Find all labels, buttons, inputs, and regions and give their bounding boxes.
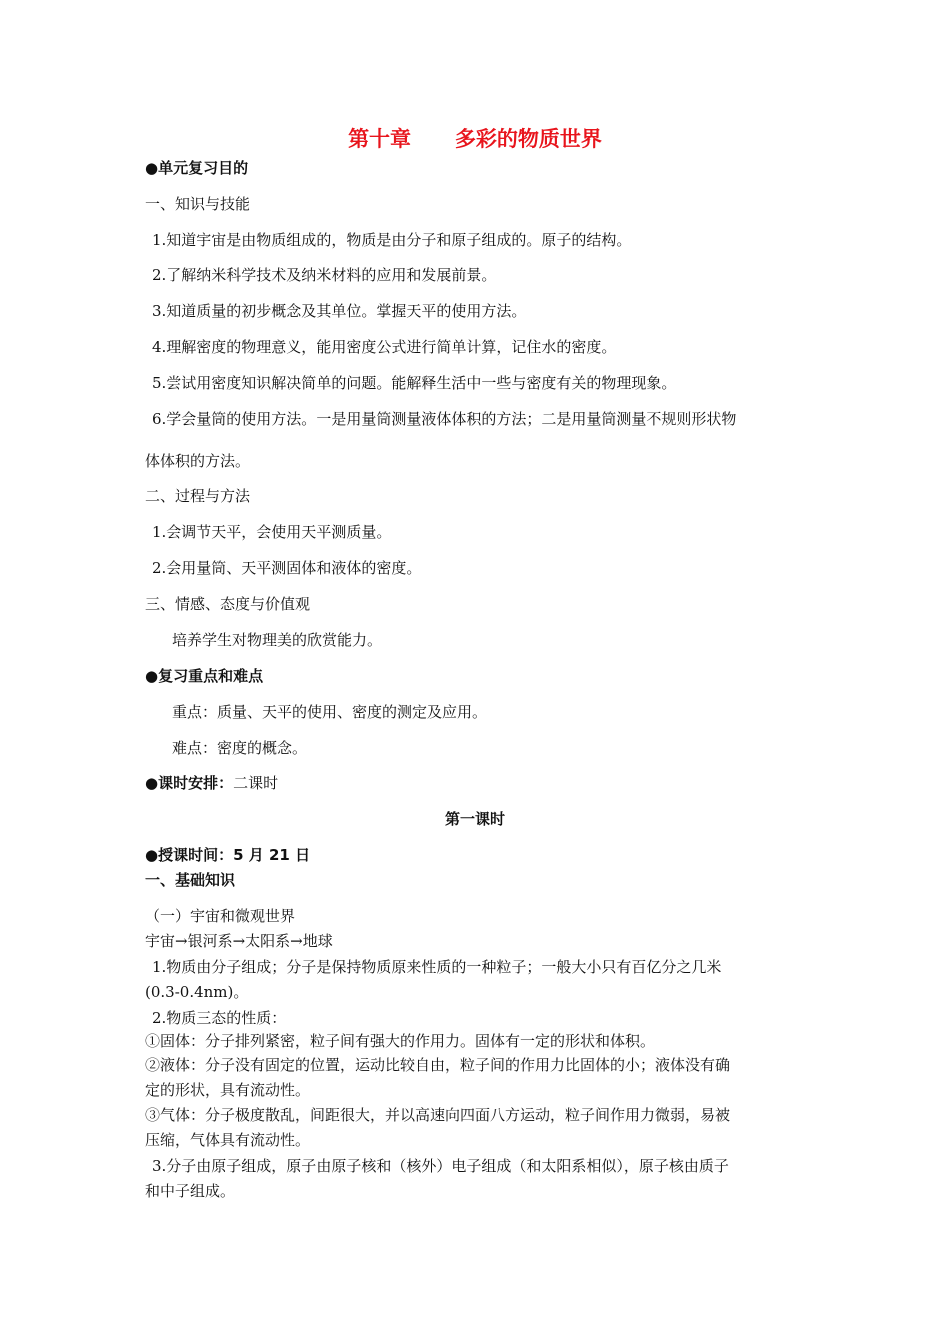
- universe-heading: （一）宇宙和微观世界: [145, 907, 296, 925]
- knowledge-item-continuation: 体体积的方法。: [145, 452, 251, 470]
- process-item: 1.会调节天平，会使用天平测质量。: [152, 523, 392, 541]
- knowledge-item: 4.理解密度的物理意义，能用密度公式进行简单计算，记住水的密度。: [152, 338, 617, 356]
- schedule-line: [145, 773, 278, 793]
- emotion-text: 培养学生对物理美的欣赏能力。: [172, 631, 383, 649]
- chapter-title: 第十章 多彩的物质世界: [348, 127, 602, 151]
- basics-line: (0.3-0.4nm)。: [145, 983, 249, 1001]
- teach-time: ●授课时间：5 月 21 日: [145, 846, 311, 864]
- basics-line: 和中子组成。: [145, 1182, 236, 1200]
- basics-line: 3.分子由原子组成，原子由原子核和（核外）电子组成（和太阳系相似），原子核由质子: [152, 1157, 729, 1175]
- knowledge-item: 6.学会量筒的使用方法。一是用量筒测量液体体积的方法；二是用量筒测量不规则形状物: [152, 410, 737, 428]
- difficult-point: 难点：密度的概念。: [172, 739, 308, 757]
- knowledge-item: 2.了解纳米科学技术及纳米材料的应用和发展前景。: [152, 266, 497, 284]
- emotion-heading: 三、情感、态度与价值观: [145, 595, 311, 613]
- lesson-title: 第一课时: [444, 810, 505, 828]
- key-heading: ●复习重点和难点: [145, 667, 264, 685]
- process-heading: 二、过程与方法: [145, 487, 251, 505]
- schedule-label: ●课时安排：: [145, 774, 234, 792]
- knowledge-item: 1.知道宇宙是由物质组成的，物质是由分子和原子组成的。原子的结构。: [152, 231, 632, 249]
- basics-line: 定的形状，具有流动性。: [145, 1081, 311, 1099]
- key-point: 重点：质量、天平的使用、密度的测定及应用。: [172, 703, 488, 721]
- process-item: 2.会用量筒、天平测固体和液体的密度。: [152, 559, 422, 577]
- schedule-value: 二课时: [233, 774, 279, 792]
- basics-line: 1.物质由分子组成；分子是保持物质原来性质的一种粒子；一般大小只有百亿分之几米: [152, 958, 722, 976]
- basics-line: ③气体：分子极度散乱，间距很大，并以高速向四面八方运动，粒子间作用力微弱，易被: [145, 1106, 731, 1124]
- basics-line: ②液体：分子没有固定的位置，运动比较自由，粒子间的作用力比固体的小；液体没有确: [145, 1056, 731, 1074]
- knowledge-heading: 一、知识与技能: [145, 195, 251, 213]
- universe-chain: 宇宙→银河系→太阳系→地球: [145, 932, 333, 950]
- basics-line: ①固体：分子排列紧密，粒子间有强大的作用力。固体有一定的形状和体积。: [145, 1032, 656, 1050]
- basics-line: 2.物质三态的性质：: [152, 1009, 287, 1027]
- basics-heading: 一、基础知识: [145, 871, 236, 889]
- objectives-heading: ●单元复习目的: [145, 159, 249, 177]
- knowledge-item: 5.尝试用密度知识解决简单的问题。能解释生活中一些与密度有关的物理现象。: [152, 374, 677, 392]
- knowledge-item: 3.知道质量的初步概念及其单位。掌握天平的使用方法。: [152, 302, 527, 320]
- basics-line: 压缩，气体具有流动性。: [145, 1131, 311, 1149]
